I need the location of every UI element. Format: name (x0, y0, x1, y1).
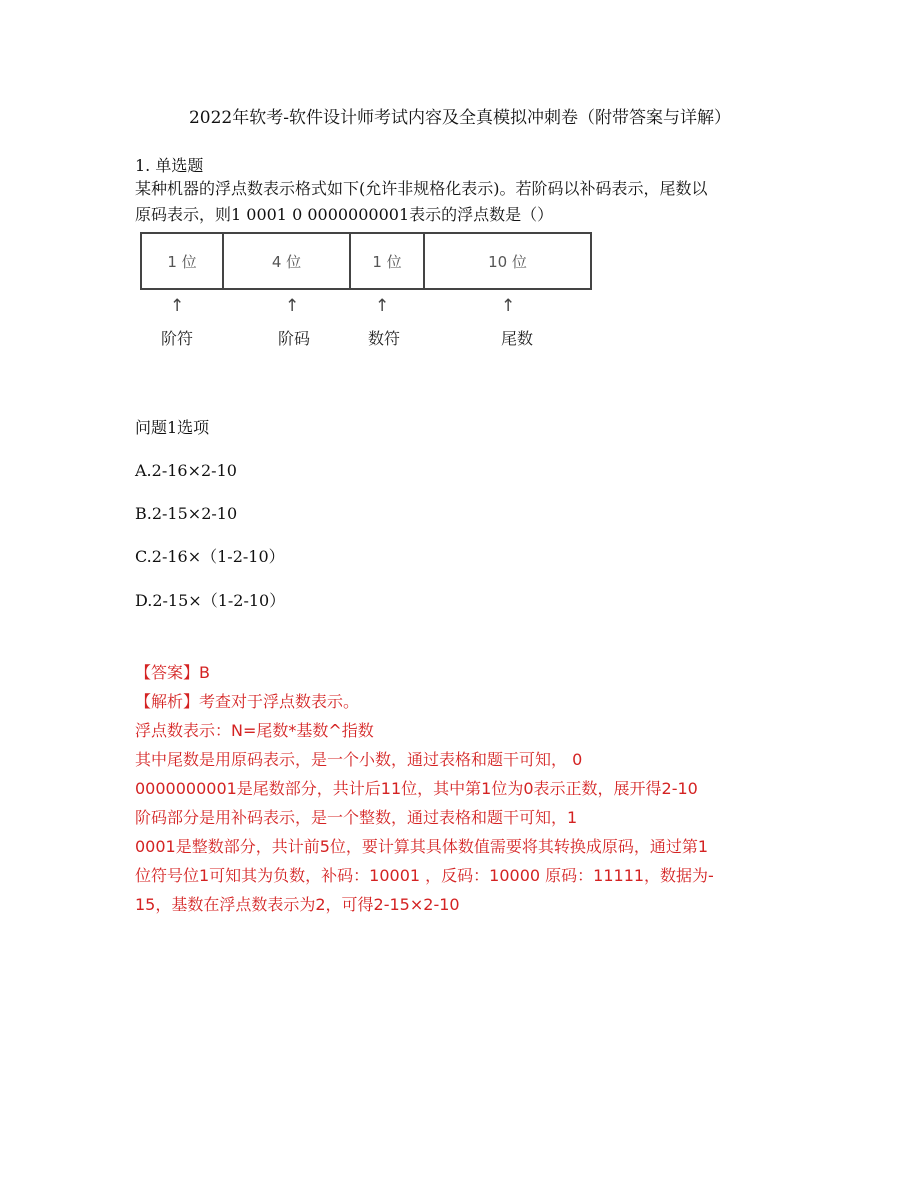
mantissa-cell: 10 位 (488, 252, 527, 271)
option-b: B.2-15×2-10 (135, 504, 238, 523)
up-arrow-icon: ↑ (375, 296, 390, 316)
question-stem-line: 原码表示，则1 0001 0 0000000001表示的浮点数是（） (135, 205, 554, 224)
mantissa-sign-label: 数符 (368, 329, 401, 348)
up-arrow-icon: ↑ (170, 296, 185, 316)
analysis-line: 浮点数表示：N=尾数*基数^指数 (135, 721, 374, 740)
options-header: 问题1选项 (135, 418, 210, 437)
up-arrow-icon: ↑ (501, 296, 516, 316)
mantissa-sign-cell: 1 位 (351, 234, 425, 288)
analysis-line: 【解析】考查对于浮点数表示。 (135, 692, 360, 711)
exponent-sign-cell: 1 位 (142, 234, 224, 288)
analysis-line: 其中尾数是用原码表示，是一个小数，通过表格和题干可知， 0 (135, 750, 583, 769)
mantissa-label: 尾数 (501, 329, 534, 348)
float-format-figure (140, 232, 594, 352)
analysis-line: 0001是整数部分，共计前5位，要计算其具体数值需要将其转换成原码，通过第1 (135, 837, 709, 856)
exponent-label: 阶码 (278, 329, 311, 348)
option-a: A.2-16×2-10 (135, 461, 237, 480)
format-table (140, 232, 592, 290)
answer-line: 【答案】B (135, 663, 210, 682)
analysis-line: 阶码部分是用补码表示，是一个整数，通过表格和题干可知，1 (135, 808, 578, 827)
up-arrow-icon: ↑ (285, 296, 300, 316)
answer-analysis (135, 658, 795, 919)
option-d: D.2-15×（1-2-10） (135, 591, 286, 610)
option-c: C.2-16×（1-2-10） (135, 547, 285, 566)
question-stem (135, 176, 785, 228)
question-stem-line: 某种机器的浮点数表示格式如下(允许非规格化表示)。若阶码以补码表示，尾数以 (135, 179, 708, 198)
question-number: 1. 单选题 (135, 156, 204, 175)
exponent-sign-label: 阶符 (161, 329, 194, 348)
analysis-line: 15，基数在浮点数表示为2，可得2-15×2-10 (135, 895, 460, 914)
exponent-cell: 4 位 (224, 234, 351, 288)
analysis-line: 0000000001是尾数部分，共计后11位，其中第1位为0表示正数，展开得2-10 (135, 779, 698, 798)
document-title: 2022年软考-软件设计师考试内容及全真模拟冲刺卷（附带答案与详解） (188, 108, 731, 128)
analysis-line: 位符号位1可知其为负数，补码：10001 ，反码：10000 原码：11111，数据为- (135, 866, 714, 885)
